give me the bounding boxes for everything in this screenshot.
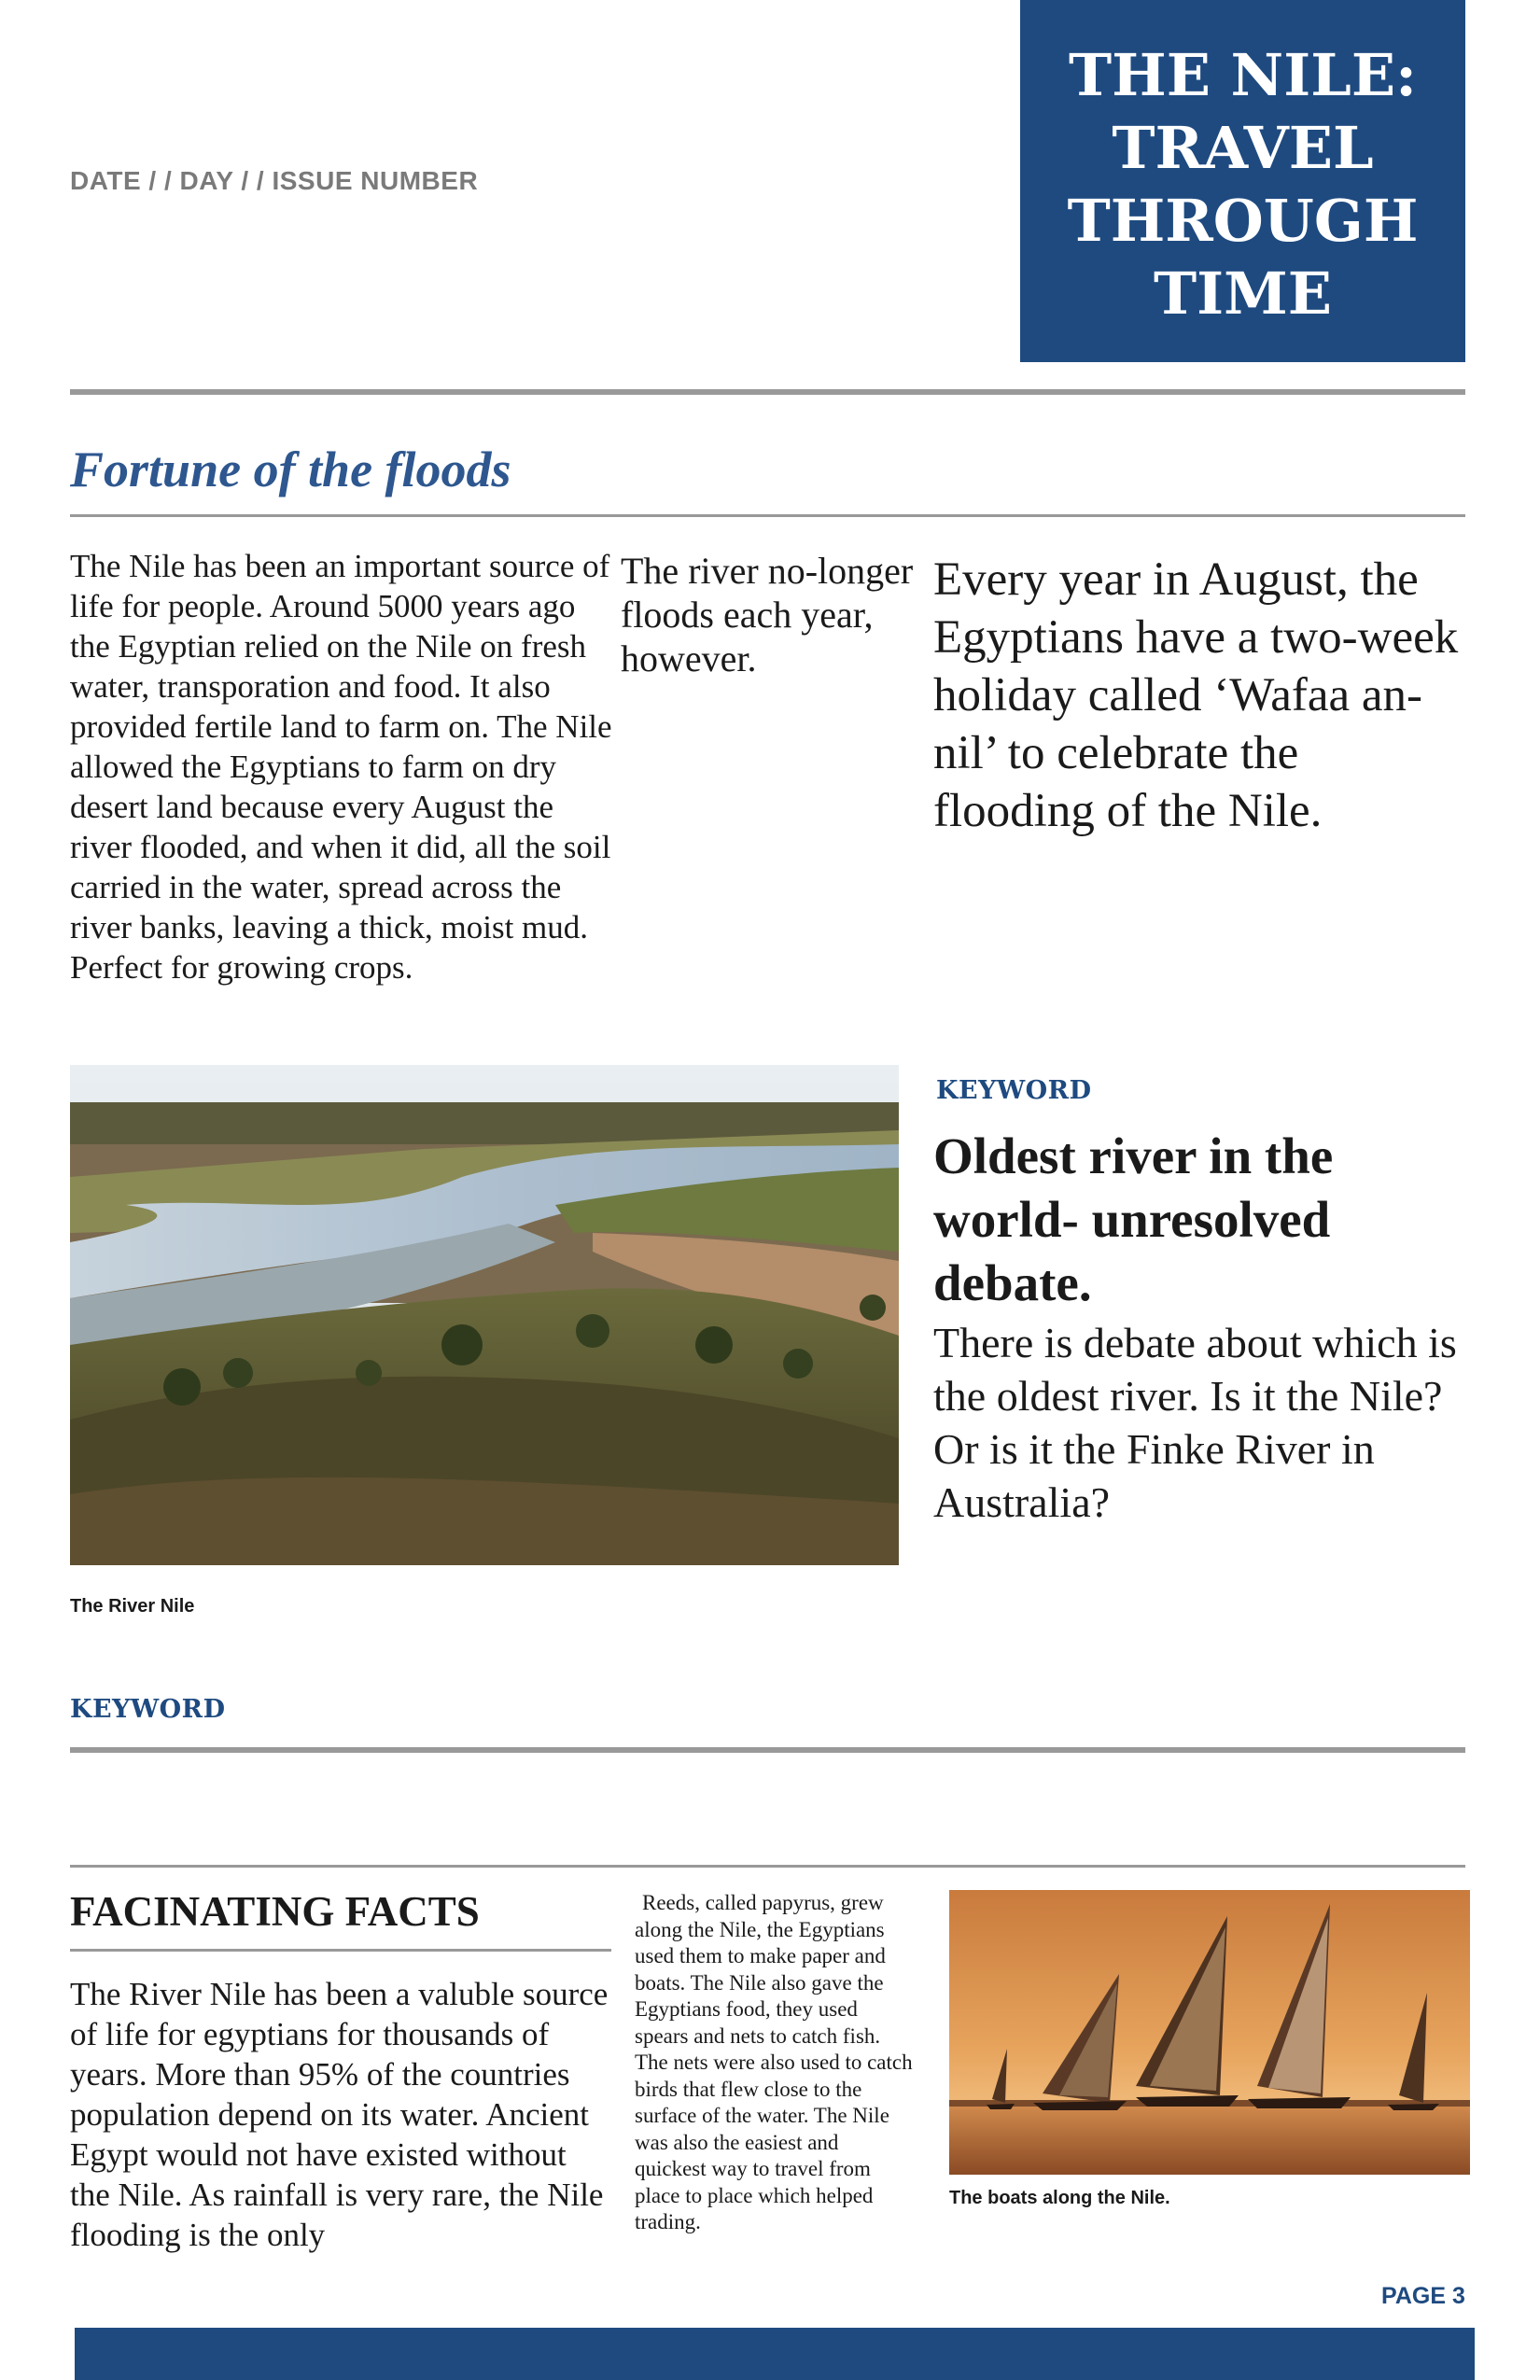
article-column-3: Every year in August, the Egyptians have a two-week holiday called ‘Wafaa an-nil’ to celebrate the flooding of the Nile. [933, 553, 1459, 837]
keyword-label: KEYWORD [70, 1695, 226, 1724]
sidebar-body: There is debate about which is the oldest river. Is it the Nile? Or is it the Finke River in Australia? [933, 1319, 1457, 1526]
section-divider [70, 514, 1465, 517]
river-photo-caption: The River Nile [70, 1596, 195, 1617]
page-number: PAGE 3 [1381, 2283, 1465, 2309]
header-divider [70, 389, 1465, 395]
masthead-title-box [1020, 0, 1465, 362]
section-heading: Fortune of the floods [70, 441, 511, 497]
facts-heading-divider [70, 1949, 611, 1952]
keyword-divider [70, 1747, 1465, 1753]
river-nile-photo [70, 1065, 899, 1565]
article-column-2: The river no-longer floods each year, however. [621, 550, 914, 679]
boats-photo-caption: The boats along the Nile. [949, 2188, 1170, 2208]
river-landscape-illustration [70, 1065, 899, 1565]
masthead-title: THE NILE: TRAVEL THROUGH TIME [1067, 41, 1419, 328]
sunset-boats-illustration [949, 1890, 1470, 2175]
facts-top-divider [70, 1865, 1465, 1868]
facts-heading: FACINATING FACTS [70, 1888, 480, 1935]
sidebar-heading: Oldest river in the world- unresolved debate. [933, 1127, 1334, 1311]
article-column-1: The Nile has been an important source of life for people. Around 5000 years ago the Egyptian relied on the Nile on fresh water, transporation and food. It also provided fertile land to farm on. The Nile allowed the Egyptians to farm on dry desert land because every August the river flooded, and when it did, all the soil carried in the water, spread across the river banks, leaving a thick, moist mud. Perfect for growing crops. [70, 548, 612, 986]
footer-bar [75, 2328, 1475, 2380]
sidebar-keyword: KEYWORD [936, 1076, 1092, 1105]
facts-body: The River Nile has been a valuble source of life for egyptians for thousands of years. More than 95% of the countries population depend on its water. Ancient Egypt would not have existed without the Nile. As rainfall is very rare, the Nile flooding is the only [70, 1976, 609, 2253]
issue-meta-line: DATE / / DAY / / ISSUE NUMBER [70, 166, 479, 195]
boats-photo [949, 1890, 1470, 2175]
reeds-paragraph: Reeds, called papyrus, grew along the Nile, the Egyptians used them to make paper and boats. The Nile also gave the Egyptians food, they used spears and nets to catch fish. The nets were also used to catch birds that flew close to the surface of the water. The Nile was also the easiest and quickest way to travel from place to place which helped trading. [635, 1891, 913, 2233]
